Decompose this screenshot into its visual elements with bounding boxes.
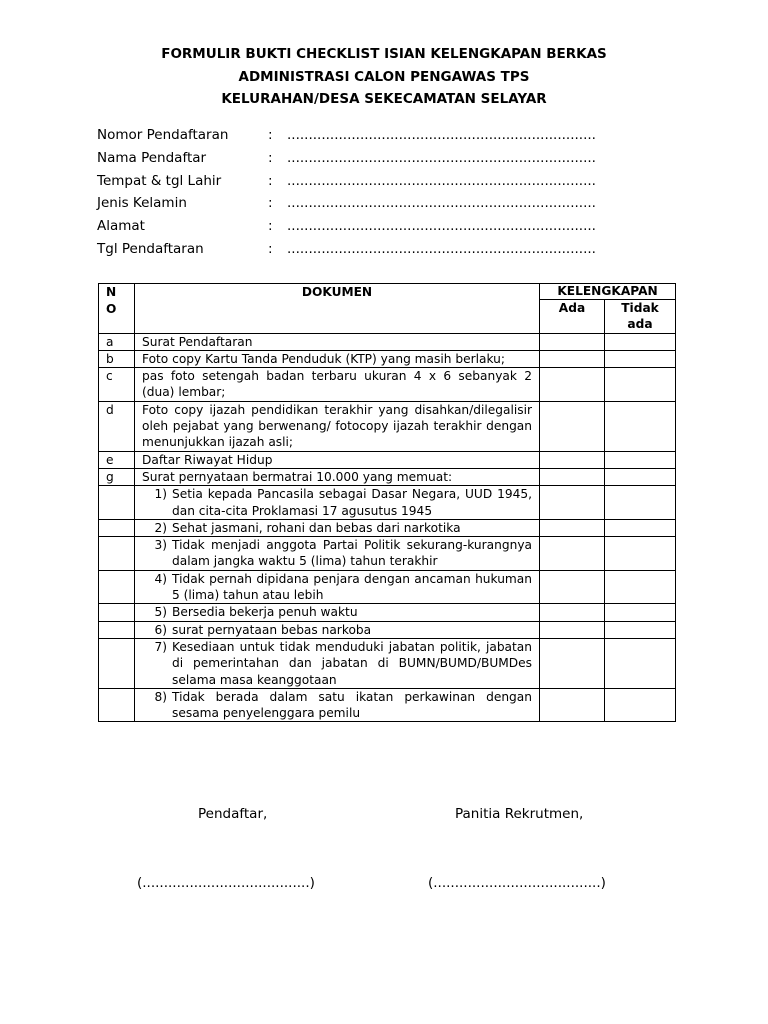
- check-cell-tidak-ada[interactable]: [605, 638, 676, 688]
- check-cell-tidak-ada[interactable]: [605, 537, 676, 571]
- check-cell-tidak-ada[interactable]: [605, 486, 676, 520]
- subitem-text: Tidak menjadi anggota Partai Politik sekurang-kurangnya dalam jangka waktu 5 (lima) tahun terakhir: [172, 538, 532, 569]
- check-cell-ada[interactable]: [540, 688, 605, 722]
- check-cell-ada[interactable]: [540, 537, 605, 571]
- column-header-no: N O: [99, 284, 135, 334]
- form-title: [0, 43, 768, 111]
- title-line-3: KELURAHAN/DESA SEKECAMATAN SELAYAR: [221, 91, 547, 107]
- subitem-number: 3): [154, 538, 167, 553]
- subitem-cell: [135, 638, 540, 688]
- check-cell-ada[interactable]: [540, 621, 605, 638]
- row-document: Foto copy Kartu Tanda Penduduk (KTP) yang masih berlaku;: [135, 350, 540, 367]
- subitem-number: 4): [154, 571, 167, 586]
- table-row: [99, 451, 676, 468]
- table-subrow: [99, 621, 676, 638]
- field-colon: :: [268, 149, 273, 166]
- subitem-cell: [135, 604, 540, 621]
- row-letter: b: [99, 350, 135, 367]
- table-subrow: [99, 638, 676, 688]
- field-label: Jenis Kelamin: [97, 195, 187, 212]
- check-cell-ada[interactable]: [540, 333, 605, 350]
- subitem-cell: [135, 621, 540, 638]
- subitem-cell: [135, 570, 540, 604]
- signature-label-pendaftar: Pendaftar,: [198, 806, 268, 822]
- field-label: Nomor Pendaftaran: [97, 127, 229, 143]
- field-label: Tempat & tgl Lahir: [97, 172, 222, 189]
- check-cell-ada[interactable]: [540, 486, 605, 520]
- check-cell-tidak-ada[interactable]: [605, 451, 676, 468]
- row-document: Surat Pendaftaran: [135, 333, 540, 350]
- check-cell-ada[interactable]: [540, 519, 605, 536]
- row-letter: c: [99, 368, 135, 402]
- table-row: [99, 468, 676, 485]
- check-cell-tidak-ada[interactable]: [605, 519, 676, 536]
- table-subrow: [99, 537, 676, 571]
- column-header-kelengkapan: KELENGKAPAN: [540, 284, 676, 300]
- subitem-cell: [135, 688, 540, 722]
- column-header-tidak-ada: Tidak ada: [605, 300, 676, 334]
- check-cell-ada[interactable]: [540, 570, 605, 604]
- field-colon: :: [268, 195, 273, 212]
- field-label: Nama Pendaftar: [97, 149, 207, 166]
- field-colon: :: [268, 240, 273, 257]
- checklist-table: [98, 283, 676, 722]
- table-row: [99, 368, 676, 402]
- subitem-cell: [135, 519, 540, 536]
- subitem-number: 7): [154, 639, 167, 654]
- row-letter: e: [99, 451, 135, 468]
- table-subrow: [99, 570, 676, 604]
- row-letter-empty: [99, 486, 135, 520]
- subitem-number: 6): [154, 622, 167, 637]
- subitem-text: Setia kepada Pancasila sebagai Dasar Negara, UUD 1945, dan cita-cita Proklamasi 17 agusutus 1945: [172, 487, 532, 518]
- subitem-number: 2): [154, 520, 167, 535]
- signature-line-panitia[interactable]: (.......................................): [428, 875, 606, 891]
- table-row: [99, 401, 676, 451]
- field-colon: :: [268, 172, 273, 189]
- row-document: Daftar Riwayat Hidup: [135, 451, 540, 468]
- check-cell-ada[interactable]: [540, 368, 605, 402]
- field-blank[interactable]: ........................................................................: [287, 127, 596, 143]
- subitem-number: 8): [154, 689, 167, 704]
- field-blank[interactable]: ........................................................................: [287, 240, 596, 257]
- field-label: Alamat: [97, 218, 145, 235]
- field-blank[interactable]: ........................................................................: [287, 172, 596, 189]
- field-blank[interactable]: ........................................................................: [287, 195, 596, 212]
- row-letter-empty: [99, 638, 135, 688]
- check-cell-ada[interactable]: [540, 350, 605, 367]
- field-colon: :: [268, 127, 273, 143]
- check-cell-tidak-ada[interactable]: [605, 401, 676, 451]
- check-cell-tidak-ada[interactable]: [605, 570, 676, 604]
- check-cell-ada[interactable]: [540, 468, 605, 485]
- title-line-2: ADMINISTRASI CALON PENGAWAS TPS: [238, 68, 530, 85]
- field-colon: :: [268, 218, 273, 235]
- column-header-dokumen: DOKUMEN: [135, 284, 540, 334]
- check-cell-tidak-ada[interactable]: [605, 604, 676, 621]
- row-letter-empty: [99, 519, 135, 536]
- row-letter: g: [99, 468, 135, 485]
- table-row: [99, 350, 676, 367]
- table-subrow: [99, 519, 676, 536]
- signature-label-panitia: Panitia Rekrutmen,: [455, 806, 584, 822]
- row-letter-empty: [99, 688, 135, 722]
- subitem-cell: [135, 486, 540, 520]
- subitem-cell: [135, 537, 540, 571]
- table-header-row: [99, 284, 676, 300]
- check-cell-tidak-ada[interactable]: [605, 350, 676, 367]
- table-subrow: [99, 604, 676, 621]
- row-document: Surat pernyataan bermatrai 10.000 yang memuat:: [135, 468, 540, 485]
- row-letter: d: [99, 401, 135, 451]
- table-row: [99, 333, 676, 350]
- check-cell-tidak-ada[interactable]: [605, 333, 676, 350]
- check-cell-tidak-ada[interactable]: [605, 368, 676, 402]
- check-cell-ada[interactable]: [540, 604, 605, 621]
- signature-line-pendaftar[interactable]: (.......................................): [137, 875, 315, 891]
- title-line-1: FORMULIR BUKTI CHECKLIST ISIAN KELENGKAPAN BERKAS: [161, 46, 607, 62]
- row-letter-empty: [99, 604, 135, 621]
- check-cell-ada[interactable]: [540, 638, 605, 688]
- row-document: Foto copy ijazah pendidikan terakhir yang disahkan/dilegalisir oleh pejabat yang berwenang/ fotocopy ijazah terakhir dengan menunjukkan ijazah asli;: [135, 401, 540, 451]
- check-cell-tidak-ada[interactable]: [605, 468, 676, 485]
- subitem-number: 1): [154, 487, 167, 502]
- subitem-text: surat pernyataan bebas narkoba: [172, 622, 372, 637]
- check-cell-ada[interactable]: [540, 451, 605, 468]
- subitem-text: Sehat jasmani, rohani dan bebas dari narkotika: [172, 520, 461, 535]
- field-label: Tgl Pendaftaran: [97, 240, 204, 257]
- subitem-text: Bersedia bekerja penuh waktu: [172, 605, 358, 620]
- row-letter-empty: [99, 537, 135, 571]
- field-blank[interactable]: ........................................................................: [287, 218, 596, 235]
- row-letter-empty: [99, 570, 135, 604]
- column-header-ada: Ada: [540, 300, 605, 334]
- table-subrow: [99, 486, 676, 520]
- subitem-text: Tidak berada dalam satu ikatan perkawinan dengan sesama penyelenggara pemilu: [172, 689, 532, 721]
- row-letter-empty: [99, 621, 135, 638]
- table-subrow: [99, 688, 676, 722]
- row-document: pas foto setengah badan terbaru ukuran 4 x 6 sebanyak 2 (dua) lembar;: [135, 368, 540, 402]
- row-letter: a: [99, 333, 135, 350]
- check-cell-tidak-ada[interactable]: [605, 621, 676, 638]
- check-cell-tidak-ada[interactable]: [605, 688, 676, 722]
- field-blank[interactable]: ........................................................................: [287, 149, 596, 166]
- subitem-text: Tidak pernah dipidana penjara dengan ancaman hukuman 5 (lima) tahun atau lebih: [172, 571, 532, 603]
- subitem-number: 5): [154, 605, 167, 620]
- subitem-text: Kesediaan untuk tidak menduduki jabatan politik, jabatan di pemerintahan dan jabatan di BUMN/BUMD/BUMDes selama masa keanggotaan: [172, 639, 532, 687]
- check-cell-ada[interactable]: [540, 401, 605, 451]
